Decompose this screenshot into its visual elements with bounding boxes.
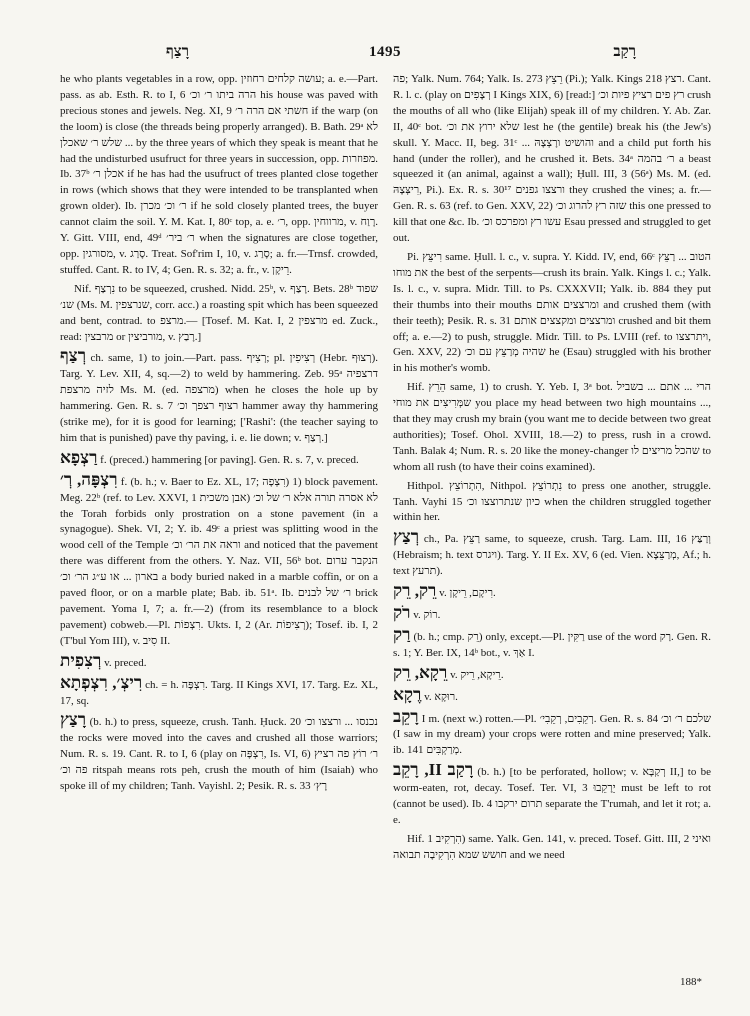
entry-text: v. רִיקָם, רֵיקָן. — [439, 587, 496, 600]
entry-text: he who plants vegetables in a row, opp. עושה קלחים רחוזין; a. e.—Part. pass. as ab. Esth. R. to I, 6 הרה ביתו ר׳ וכ׳ his house was paved with precious stones and jewels. Neg. XI, 9 חשתי אם הרה ר׳ if the warp (on the loom) is close (the threads being properly arranged). B. Bath. 29ᵃ לא ... שלש ר׳ שאכלן by the three years of which they speak is meant that he had the undisturbed usufruct for three years in succession, opp. מפוזרות. Ib. 37ᵇ אכלן ר׳ if he has had the usufruct of trees planted close together in rows (which shows that they were intended to be transplanted when grown older). Ib. ר׳ וכ׳ מכרן if he sold closely planted trees, the buyer cannot claim the soil. Y. M. Kat. I, 80ᶜ top, a. e. ר׳, opp. מרווחין, v. רָוַח. Y. Gitt. VIII, end, 49ᵈ ר׳ ביר׳ when the signatures are close together, opp. מסורגין, v. סָרַג. Treat. Sof'rim I, 10, v. סָרַג; a. fr.—Trnsf. crowded, stuffed. Cant. R. to IV, 4; Gen. R. s. 32; a. fr., v. רֵיקָן. — [60, 73, 379, 276]
entry-headword: רְצַץ — [393, 527, 420, 547]
signature-mark: 188* — [680, 976, 702, 988]
dictionary-page — [60, 44, 710, 1004]
dictionary-entry — [393, 605, 711, 624]
dictionary-entry — [60, 348, 378, 446]
entry-text: I m. (next w.) rotten.—Pl. רְקֵבִים, רְקֵבִי׳. Gen. R. s. 84 שלכם ר׳ וכ׳ (I saw in my dream) your crops were rotten and mine preserved; Yalk. ib. 141 מְרַקְבִּים. — [393, 712, 711, 757]
dictionary-entry — [393, 832, 711, 864]
running-header — [60, 44, 710, 68]
entry-text: f. (b. h.; v. Baer to Ez. XL, 17; רִצְפָה) 1) block pavement. Meg. 22ᵇ (ref. to Lev. XXVI, 1 אבן משכית) לא אסרה תורה אלא ר׳ של וכ׳ the Torah forbids only prostration on a stone pavement (in a synagogue). Shek. VI, 2; Y. ib. 49ᶜ a priest was splitting wood in the wood cell of the Temple וראה את הר׳ וכ׳ and noticed that the pavement there was different from the others. Y. Naz. VII, 56ᵇ bot. הנקבר ערום בארון ... או ע״ג הר׳ וכ׳ a body buried naked in a marble coffin, or on a paved floor, or on a marble plate; Bab. ib. 51ᵃ. Ib. ר׳ של לבנים brick pavement. Yoma I, 7; a. fr.—2) (from its resemblance to a block pavement) cobweb.—Pl. רִצְפוֹת. Ukts. I, 2 (Ar. רְצִיפוֹת); Tosef. ib. I, 2 (T'bul Yom III), v. סִיב II. — [60, 475, 379, 647]
dictionary-entry — [393, 380, 711, 475]
entry-headword: רֹק — [393, 603, 411, 622]
header-right-headword: רָקַב — [613, 44, 636, 60]
dictionary-entry — [393, 479, 711, 527]
dictionary-entry — [393, 684, 711, 706]
entry-text: ch., Pa. רַצֵּץ same, to squeeze, crush. Targ. Lam. III, 16 וְרַצַּץ (Hebraism; h. text ויגרס). Targ. Y. II Ex. XV, 6 (ed. Vien. מְרַצֵּצָא, Af.; h. text תרעץ). — [393, 533, 711, 578]
right-column — [393, 72, 711, 864]
entry-headword: רַק — [393, 624, 411, 644]
header-left-headword: רָצַף — [166, 44, 189, 60]
entry-text: Nif. נִרְצַף to be squeezed, crushed. Nidd. 25ᵇ, v. רָצַף. Bets. 28ᵇ שפוד שנ׳ (Ms. M. שנרצפין, corr. acc.) a roasting spit which has been squeezed and bent, contrad. to מרצפ.— [Tosef. M. Kat. I, 2 מרצפין ed. Zuck., read: מרבצין or מורביצין, v. רָבַץ.] — [60, 282, 379, 343]
dictionary-entry — [393, 762, 711, 829]
dictionary-entry — [393, 624, 711, 662]
entry-headword: רַצְפָא — [60, 447, 98, 467]
entry-text: (b. h.) [to be perforated, hollow; v. רְקַבָּא II,] to be worm-eaten, rot, decay. Tosef. Ter. VI, 3 יֵרָקֵבוּ must be left to rot (cannot be used). Ib. 4 תרום ירקבו separate the T'rumah, and let it rot; a. e. — [393, 766, 711, 826]
entry-text: פה; Yalk. Num. 764; Yalk. Is. 273 רֵצֵץ (Pi.); Yalk. Kings 218 רצץ. Cant. R. l. c. (play on רְצָפִים I Kings XIX, 6) [read:] רץ פים רציץ פיות וכ׳ crush the mouths of all who (like Elijah) speak ill of my children. Y. Ab. Zar. II, 40ᶜ bot. שלא ירוץ את וכ׳ lest he (the gentile) break his (the Jew's) skull. Y. Macc. II, beg. 31ᶜ ... והושיט ורָצְצָהּ and a child put forth his hand (under the roller), and he crushed it. Bets. 34ᵃ ר׳ בהמה a beast squeezed it (an animal, against a wall); Ḥull. III, 3 (56ᵃ) Ms. M. (ed. רִיצְּצָהּ, Pi.). Ex. R. s. 30¹⁷ ורצצו גפנים they crushed the vines; a. fr.— Gen. R. s. 63 (ref. to Gen. XXV, 22) שזה רץ להרוג וכ׳ this one pressed to kill that one &c. Ib. עשו רץ ומפרכס וכ׳ Esau pressed and struggled to get out. — [393, 73, 712, 245]
entry-headword: רֵקָא, רֵק — [393, 662, 448, 682]
page-number: 1495 — [369, 44, 401, 60]
dictionary-entry — [60, 650, 378, 672]
dictionary-entry — [60, 282, 378, 346]
entry-headword: רְצִפִית — [60, 650, 102, 670]
dictionary-entry — [60, 447, 378, 469]
entry-text: v. preced. — [104, 656, 147, 669]
entry-headword: רָצַץ — [60, 710, 87, 730]
left-column — [60, 72, 378, 795]
entry-text: f. (preced.) hammering [or paving]. Gen. R. s. 7, v. preced. — [100, 453, 359, 466]
entry-headword: רִצְפָּה, רְ׳ — [60, 469, 118, 489]
entry-text: ch. same, 1) to join.—Part. pass. רְצִיף; pl. רְצִיפִין (Hebr. רְצוּף). Targ. Y. Lev. XII, 4, sq.—2) to weld by hammering. Zeb. 95ᵃ דרצפיה לזיה מרצפת Ms. M. (ed. מרצפה) when he closes the hole up by hammering. Gen. R. s. 7 רצוף רצפך וכ׳ hammer away thy hammering (strike me), for it is good for learning; ['Rashi': (the teacher saying to him that is punished) pave thy paving, i. e. lie down; v. רְצַף.] — [60, 352, 379, 444]
dictionary-entry — [393, 706, 711, 760]
dictionary-entry — [60, 672, 378, 710]
entry-headword: רֵק, רֵק — [393, 581, 437, 601]
dictionary-entry — [60, 712, 378, 795]
entry-text: v. רוּקָא. — [424, 690, 458, 703]
entry-headword: רֶקָא — [393, 684, 422, 704]
entry-headword: רָקֵב — [393, 706, 419, 726]
entry-headword: רָקַב II, רָקֵב — [393, 760, 474, 780]
dictionary-entry — [393, 72, 711, 247]
dictionary-entry — [393, 662, 711, 684]
dictionary-entry — [60, 469, 379, 650]
entry-headword: רְצַף — [60, 346, 87, 366]
entry-text: Hif. הֵרֵץ same, 1) to crush. Y. Yeb. I, 3ᵃ bot. הרי ... אתם ... בשביל שמְּרִיצִים את מוחי you place my head between two high mountains ..., that they may crush my brain (you want me to decide between two great authorities); Tosef. Ohol. XVIII, 18.—2) to press, rush in a crowd. Tanh. Balak 4; Num. R. s. 20 like the money-changer שהכל מריצים לו to whom all rush (to have their coins examined). — [393, 381, 712, 473]
dictionary-entry — [393, 529, 711, 580]
entry-text: Hithpol. הִתְרוֹצֵץ, Nithpol. נִתְרוֹצֵץ to press one another, struggle. Tanh. Vayhi 15 כיון שנתרוצצו וכ׳ when the children struggled together within her. — [393, 479, 711, 524]
entry-text: Hif. הִרְקִיב 1) same. Yalk. Gen. 141, v. preced. Tosef. Gitt. III, 2 ואיני חושש שמא הִרְקִיבָה תבואה and we need — [393, 832, 711, 861]
entry-text: v. רֵיקָא, רֵיק. — [450, 668, 504, 681]
dictionary-entry — [393, 250, 711, 377]
entry-text: (b. h.) to press, squeeze, crush. Tanh. Ḥuck. 20 נכנסו ... ורצצו וכ׳ the rocks were moved into the caves and crushed all those warriors; Num. R. s. 19. Cant. R. to I, 6 (play on רִצְפָּה, Is. VI, 6) ר׳ רוֹץ פה רציץ פה וכ׳ ritspah means rots peh, crush the mouth of him (Isaiah) who spoke ill of my children; Tanh. Vayishl. 2; Pesik. R. s. 33 רָץ׳ — [60, 716, 378, 793]
entry-text: Pi. רִיצֵּץ same. Ḥull. l. c., v. supra. Y. Kidd. IV, end, 66ᶜ הטוב ... רַצֵּץ את מוחו the best of the serpents—crush its brain. Yalk. Kings l. c.; Yalk. Is. l. c., v. supra. Midr. Till. to Ps. CXXXVII; Yalk. ib. 884 they put their thumbs into their mouths ומרצצים אותם and crushed them (with their teeth); Pesik. R. s. 31 ומרצצים ומקצצים אותם crushed and bit them off; a. e.—2) to push, struggle. Midr. Till. to Ps. LVIII (ref. to ויתרצצו, Gen. XXV, 22) שהיה מְרַצֵּץ עם וכ׳ he (Esau) struggled with his brother in his mother's womb. — [393, 250, 712, 375]
dictionary-entry — [393, 583, 711, 602]
entry-text: v. רוֹק. — [413, 609, 441, 621]
entry-headword: רִיצְ׳, רִצְפְתָא — [60, 672, 143, 692]
entry-text: ch. = h. רִצְפָּה. Targ. II Kings XVI, 17. Targ. Ez. XL, 17, sq. — [60, 678, 378, 707]
entry-text: (b. h.; cmp. רֵק) only, except.—Pl. רַקִּין use of the word רַק. Gen. R. s. 1; Y. Ber. IX, 14ᵇ bot., v. אַךְ I. — [393, 630, 711, 659]
dictionary-entry — [60, 72, 378, 279]
